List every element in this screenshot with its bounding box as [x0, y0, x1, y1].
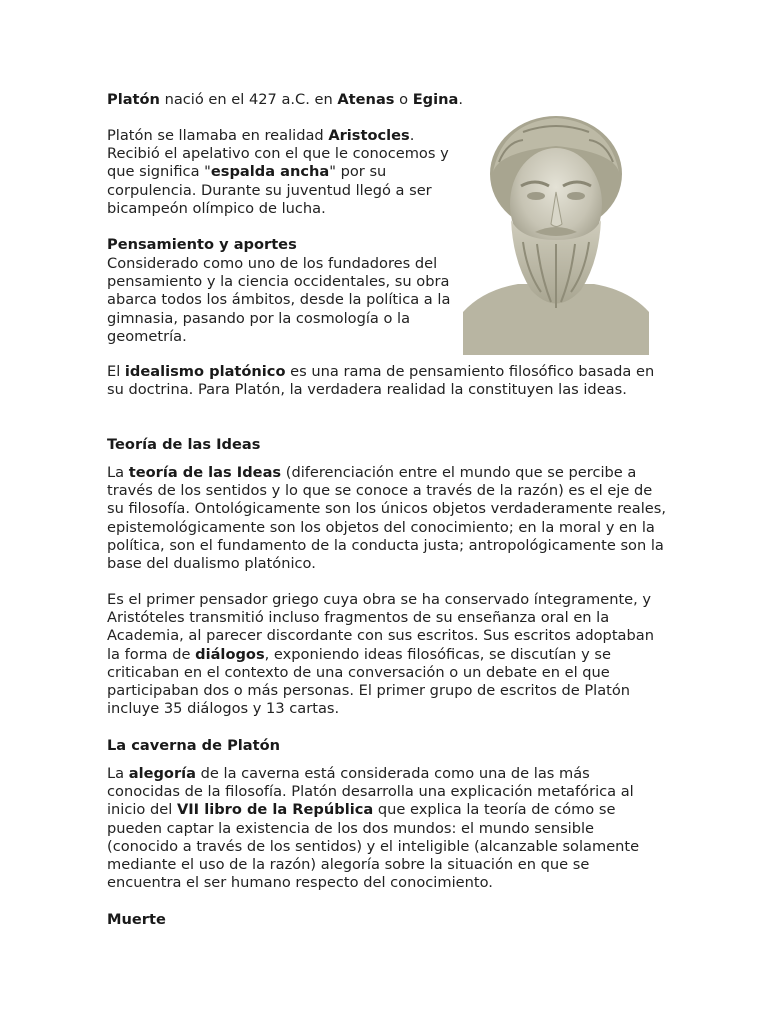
heading-caverna: La caverna de Platón [107, 737, 281, 754]
heading-teoria: Teoría de las Ideas [107, 436, 261, 453]
bold-term: teoría de las Ideas [128, 464, 282, 481]
bold-term: Aristocles [328, 127, 410, 144]
intro-paragraph-birth [107, 91, 667, 109]
bold-term: idealismo platónico [124, 363, 286, 380]
bold-term: Platón [107, 91, 160, 108]
text-run: de la caverna está considerada como una de las más conocidas de la filosofía. Platón desarrolla una explicación metafórica al inicio del [107, 765, 634, 819]
bold-term: Atenas [337, 91, 395, 108]
text-run: nació en el 427 a.C. en [159, 91, 338, 108]
text-run: " por su corpulencia. Durante su juventud llegó a ser bicampeón olímpico de lucha. [107, 163, 432, 217]
idealismo-paragraph [107, 363, 667, 399]
text-run: La [107, 464, 129, 481]
text-run: Es el primer pensador griego cuya obra se ha conservado íntegramente, y Aristóteles transmitió incluso fragmentos de su enseñanza oral en la Academia, al parecer discordante con sus escritos. Sus escritos adoptaban la forma de [107, 591, 654, 663]
bold-term: alegoría [128, 765, 196, 782]
intro-paragraph-name [107, 127, 457, 218]
heading-pensamiento: Pensamiento y aportes [107, 236, 297, 253]
caverna-paragraph [107, 765, 667, 892]
text-run: . [458, 91, 463, 108]
bold-term: VII libro de la República [176, 801, 374, 819]
text-run: El [107, 363, 125, 380]
bold-term: Egina [412, 91, 459, 108]
teoria-paragraph-2 [107, 591, 667, 718]
text-run: Platón se llamaba en realidad [107, 127, 329, 144]
text-run: es una rama de pensamiento filosófico basada en su doctrina. Para Platón, la verdadera realidad la constituyen las ideas. [107, 363, 655, 399]
text-run: La [107, 765, 129, 782]
plato-bust-image [463, 112, 649, 355]
text-run: , exponiendo ideas filosóficas, se discutían y se criticaban en el contexto de una conversación o un debate en el que participaban dos o más personas. El primer grupo de escritos de Platón incluye 35 diálogos y 13 cartas. [107, 645, 631, 718]
text-run: o [394, 91, 413, 108]
text-run: . Recibió el apelativo con el que le conocemos y que significa " [107, 127, 449, 181]
teoria-paragraph-1 [107, 464, 667, 573]
text-run: que explica la teoría de cómo se pueden captar la existencia de los dos mundos: el mundo sensible (conocido a través de los sentidos) y el inteligible (alcanzable solamente mediante el uso de la razón) alegoría sobre la situación en que se encuentra el ser humano respecto del conocimiento. [107, 801, 640, 892]
pensamiento-paragraph: Considerado como uno de los fundadores del pensamiento y la ciencia occidentales, su obra abarca todos los ámbitos, desde la política a la gimnasia, pasando por la cosmología o la geometría. [107, 255, 451, 345]
heading-muerte: Muerte [107, 911, 166, 928]
text-run: (diferenciación entre el mundo que se percibe a través de los sentidos y lo que se conoce a través de la razón) es el eje de su filosofía. Ontológicamente son los únicos objetos verdaderamente reales, epistemológicamente son los objetos del conocimiento; en la moral y en la política, son el fundamento de la conducta justa; antropológicamente son la base del dualismo platónico. [107, 464, 666, 573]
bold-term: espalda ancha [210, 163, 330, 181]
bold-term: diálogos [195, 645, 265, 663]
